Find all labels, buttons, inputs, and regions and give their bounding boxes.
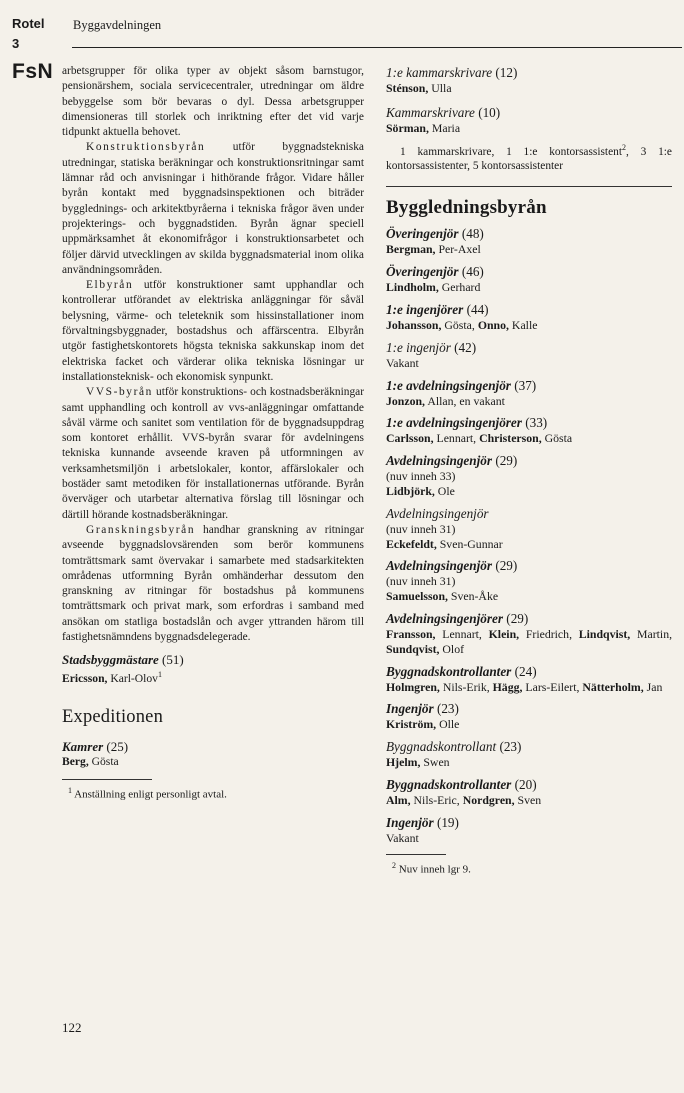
entry-names bbox=[386, 537, 672, 552]
fsn-label: FsN bbox=[12, 60, 54, 83]
role-title: 1:e avdelningsingenjör bbox=[386, 377, 511, 393]
footnote-rule bbox=[386, 854, 446, 855]
entry-role bbox=[386, 263, 672, 280]
given-name: Sven-Åke bbox=[450, 589, 499, 604]
rotel-number: 3 bbox=[12, 36, 20, 51]
footnote-text: Anställning enligt personligt avtal. bbox=[74, 788, 227, 801]
entry-names bbox=[386, 680, 672, 695]
role-grade: (29) bbox=[495, 453, 518, 469]
given-name: Ulla bbox=[431, 81, 452, 95]
role-title: Stadsbyggmästare bbox=[62, 652, 159, 668]
role-grade: (42) bbox=[454, 339, 477, 355]
entry-role bbox=[386, 414, 672, 431]
paragraph-vvs-byran bbox=[62, 385, 364, 523]
surname: Eckefeldt, bbox=[386, 536, 437, 551]
entry-role bbox=[386, 776, 672, 793]
footnote-mark: 1 bbox=[68, 786, 72, 796]
surname: Sörman, bbox=[386, 120, 429, 135]
role-grade: (23) bbox=[436, 701, 459, 717]
surname: Johansson, bbox=[386, 317, 442, 332]
given-name: Lennart, bbox=[436, 431, 477, 446]
given-name: Allan, en vakant bbox=[427, 393, 505, 408]
vacant: Vakant bbox=[386, 830, 419, 845]
entry-role bbox=[386, 505, 672, 522]
footnote-1 bbox=[68, 786, 364, 801]
entry-note: (nuv inneh 31) bbox=[386, 521, 456, 536]
surname: Nordgren, bbox=[462, 792, 515, 807]
konstruktionsbyran-text: utför byggnadstekniska utredningar, statiska beräkningar och konstruktionsritningar samt lämnar råd och anvisningar i hithörande frågor. Vidare håller byrån kontakt med byggnadsinspektionen och biträder bygglednings- och arkitektbyråerna i tekniska frågor även under projekterings- och byggnadstiden. Byrån ägnar speciell uppmärksamhet åt ekonomifrågor i konstruktionsarbetet och följer därvid utvecklingen av skilda byggnadsmaterial inom olika användningsområden. bbox=[62, 141, 364, 276]
given-name: Sven-Gunnar bbox=[439, 536, 503, 551]
surname: Lindqvist, bbox=[578, 626, 631, 641]
role-grade: (44) bbox=[466, 301, 489, 317]
staff-text-a: 1 kammarskrivare, 1 1:e kontorsassistent bbox=[400, 145, 622, 158]
entry-role bbox=[386, 64, 672, 81]
footnote-ref: 1 bbox=[157, 670, 162, 680]
entry-role bbox=[386, 301, 672, 318]
role-grade: (10) bbox=[478, 104, 501, 120]
entry-names bbox=[386, 793, 672, 808]
entry-role bbox=[386, 225, 672, 242]
given-name: Olle bbox=[439, 717, 460, 732]
given-name: Gerhard bbox=[441, 280, 481, 295]
role-title: 1:e kammarskrivare bbox=[386, 65, 493, 80]
role-grade: (37) bbox=[514, 377, 537, 393]
surname: Sundqvist, bbox=[386, 641, 440, 656]
given-name: Lars-Eilert, bbox=[525, 679, 580, 694]
konstruktionsbyran-heading: Konstruktionsbyrån bbox=[86, 141, 206, 154]
byggledningsbyran-heading: Byggledningsbyrån bbox=[386, 197, 547, 219]
section-rule bbox=[386, 186, 672, 187]
role-title: Kammarskrivare bbox=[386, 104, 475, 120]
stadsbyggmastare-name bbox=[62, 668, 364, 686]
kamrer-role bbox=[62, 738, 364, 755]
footnote-2 bbox=[392, 861, 672, 876]
given-name: Gösta bbox=[544, 431, 573, 446]
surname: Samuelsson, bbox=[386, 589, 448, 604]
vvs-byran-text: utför konstruktions- och kostnadsberäkningar samt upphandling och kontroll av vvs-anläggningar omfattande såväl värme och sanitet som ventilation för de byggnadsuppdrag som kontoret erhållit. VVS-byrån svarar för avdelningens tekniska kunnande avseende kraven på utformningen av verksamhetsmiljön i arbetslokaler, kontor, affärslokaler och bostäder samt metodiken för installationernas utförande. Byrån överväger och utarbetar alternativa förslag till lösningar och därtill hörande kostnadsberäkningar. bbox=[62, 386, 364, 521]
surname: Onno, bbox=[477, 317, 509, 332]
vacant: Vakant bbox=[386, 355, 419, 370]
given-name: Martin, bbox=[636, 626, 673, 641]
role-grade: (46) bbox=[461, 264, 484, 280]
granskningsbyran-heading: Granskningsbyrån bbox=[86, 523, 196, 536]
entry-names bbox=[386, 627, 672, 657]
surname: Kriström, bbox=[386, 717, 437, 732]
entry-names bbox=[386, 356, 672, 371]
surname: Klein, bbox=[488, 626, 520, 641]
entry-names bbox=[386, 242, 672, 257]
role-grade: (19) bbox=[436, 814, 459, 830]
given-name: Ole bbox=[437, 483, 455, 498]
entry-names bbox=[386, 717, 672, 732]
entry-role bbox=[386, 104, 672, 121]
entry-role bbox=[386, 663, 672, 680]
role-grade: (48) bbox=[461, 226, 484, 242]
entry-names bbox=[386, 589, 672, 604]
department-title: Byggavdelningen bbox=[73, 18, 162, 32]
staff-summary bbox=[386, 140, 672, 175]
left-column bbox=[62, 64, 364, 801]
given-name: Lennart, bbox=[442, 626, 482, 641]
surname: Nätterholm, bbox=[582, 679, 644, 694]
role-title: 1:e avdelningsingenjörer bbox=[386, 415, 522, 431]
staff-text-b: , 3 1:e kontorsassistenter, 5 kontorsassistenter bbox=[386, 145, 672, 173]
entry-names bbox=[386, 318, 672, 333]
surname: Holmgren, bbox=[386, 679, 440, 694]
surname: Hägg, bbox=[492, 679, 523, 694]
surname: Fransson, bbox=[386, 626, 436, 641]
entry-names bbox=[386, 755, 672, 770]
role-title: Överingenjör bbox=[386, 226, 459, 242]
role-title: 1:e ingenjörer bbox=[386, 301, 464, 317]
elbyran-text: utför konstruktioner samt upphandlar och kontrollerar utförandet av elektriska anläggningar för såväl belysning, värme- och teleteknik som hissinstallationer inom förvaltningsbyggnader, bostadshus och affärscentra. Elbyrån utgör fastighetskontorets högsta tekniska sakkunskap inom det elektriska facket och värderar olika tekniska lösningar ur installationsteknisk- och ekonomisk synpunkt. bbox=[62, 279, 364, 383]
surname: Carlsson, bbox=[386, 431, 434, 446]
given-name: Nils-Eric, bbox=[413, 792, 460, 807]
role-title: Ingenjör bbox=[386, 814, 434, 830]
surname: Sténson, bbox=[386, 81, 429, 95]
role-title: Byggnadskontrollanter bbox=[386, 776, 512, 792]
elbyran-heading: Elbyrån bbox=[86, 279, 134, 292]
entry-role bbox=[386, 339, 672, 356]
granskningsbyran-text: handhar granskning av ritningar avseende byggnadslovsärenden som berör kommunens tomträttsmark samt övervakar i samarbete med stadsarkitekten områdenas utformning Byrån omhänderhar dessutom den granskning av ritningar för bostadshus på kommunens tomträttsmark och privat mark, som erfordras i samband med ansökan om statliga bostadslån och avger yttranden härom till fastighetsnämndens byggnadsdelegerade. bbox=[62, 523, 364, 643]
surname: Alm, bbox=[386, 792, 411, 807]
entry-names bbox=[386, 280, 672, 295]
footnote-ref: 2 bbox=[622, 142, 626, 152]
kamrer-name bbox=[62, 755, 364, 770]
surname: Lidbjörk, bbox=[386, 483, 435, 498]
given-name: Per-Axel bbox=[438, 242, 481, 257]
role-grade: (33) bbox=[525, 415, 548, 431]
surname: Berg, bbox=[62, 754, 89, 768]
role-title: Ingenjör bbox=[386, 701, 434, 717]
given-name: Jan bbox=[646, 679, 663, 694]
role-title: Avdelningsingenjör bbox=[386, 505, 489, 521]
entry-names bbox=[386, 831, 672, 846]
role-title: Byggnadskontrollanter bbox=[386, 663, 512, 679]
rotel-label: Rotel bbox=[12, 16, 45, 31]
role-title: Avdelningsingenjör bbox=[386, 558, 493, 574]
role-title: Kamrer bbox=[62, 738, 104, 754]
role-grade: (24) bbox=[514, 663, 537, 679]
surname: Jonzon, bbox=[386, 393, 426, 408]
entry-role bbox=[386, 557, 672, 574]
role-grade: (51) bbox=[162, 652, 184, 668]
entry-role bbox=[386, 738, 672, 755]
role-grade: (25) bbox=[106, 738, 129, 754]
entry-names bbox=[386, 394, 672, 409]
entry-role bbox=[386, 452, 672, 469]
entry-role bbox=[386, 377, 672, 394]
given-name: Karl-Olov bbox=[110, 672, 158, 686]
entry-note: (nuv inneh 33) bbox=[386, 469, 456, 484]
entry-role bbox=[386, 610, 672, 627]
stadsbyggmastare-role bbox=[62, 651, 364, 668]
surname: Christerson, bbox=[479, 431, 542, 446]
paragraph-granskningsbyran bbox=[62, 523, 364, 645]
entry-names bbox=[386, 121, 672, 136]
surname: Bergman, bbox=[386, 242, 436, 257]
header-rule bbox=[72, 47, 682, 48]
surname: Hjelm, bbox=[386, 755, 421, 770]
given-name: Gösta, bbox=[444, 317, 475, 332]
paragraph-konstruktionsbyran bbox=[62, 140, 364, 278]
expeditionen-heading: Expeditionen bbox=[62, 706, 164, 727]
entry-role bbox=[386, 814, 672, 831]
footnote-rule bbox=[62, 779, 152, 780]
entry-names bbox=[386, 484, 672, 499]
given-name: Olof bbox=[442, 641, 465, 656]
entry-note: (nuv inneh 31) bbox=[386, 574, 456, 589]
entry-names bbox=[386, 81, 672, 96]
role-title: Byggnadskontrollant bbox=[386, 739, 497, 755]
given-name: Maria bbox=[431, 120, 461, 135]
role-title: Avdelningsingenjör bbox=[386, 453, 493, 469]
given-name: Nils-Erik, bbox=[442, 679, 490, 694]
role-title: 1:e ingenjör bbox=[386, 339, 451, 355]
given-name: Friedrich, bbox=[525, 626, 573, 641]
right-column bbox=[386, 64, 672, 875]
footnote-text: Nuv inneh lgr 9. bbox=[398, 863, 471, 876]
given-name: Kalle bbox=[511, 317, 538, 332]
given-name: Gösta bbox=[91, 754, 119, 768]
surname: Lindholm, bbox=[386, 280, 439, 295]
role-title: Överingenjör bbox=[386, 264, 459, 280]
footnote-mark: 2 bbox=[392, 860, 396, 870]
vvs-byran-heading: VVS-byrån bbox=[86, 386, 153, 399]
role-grade: (29) bbox=[495, 558, 518, 574]
surname: Ericsson, bbox=[62, 672, 108, 686]
role-title: Avdelningsingenjörer bbox=[386, 610, 503, 626]
paragraph-elbyran bbox=[62, 278, 364, 385]
role-grade: (20) bbox=[514, 776, 537, 792]
entry-role bbox=[386, 700, 672, 717]
role-grade: (29) bbox=[506, 610, 529, 626]
given-name: Sven bbox=[517, 792, 542, 807]
role-grade: (12) bbox=[495, 65, 518, 80]
role-grade: (23) bbox=[499, 739, 522, 755]
page-number: 122 bbox=[62, 1020, 82, 1035]
entry-names bbox=[386, 431, 672, 446]
given-name: Swen bbox=[423, 755, 450, 770]
paragraph-arbetsgrupper: arbetsgrupper för olika typer av objekt såsom barnstugor, pensionärshem, sociala servicecentraler, utredningar om äldre bebyggelse som bör bevaras o dyl. Dessa arbetsgrupper dimensioneras till storlek och inriktning efter det vid varje tidpunkt aktuella behovet. bbox=[62, 65, 364, 139]
